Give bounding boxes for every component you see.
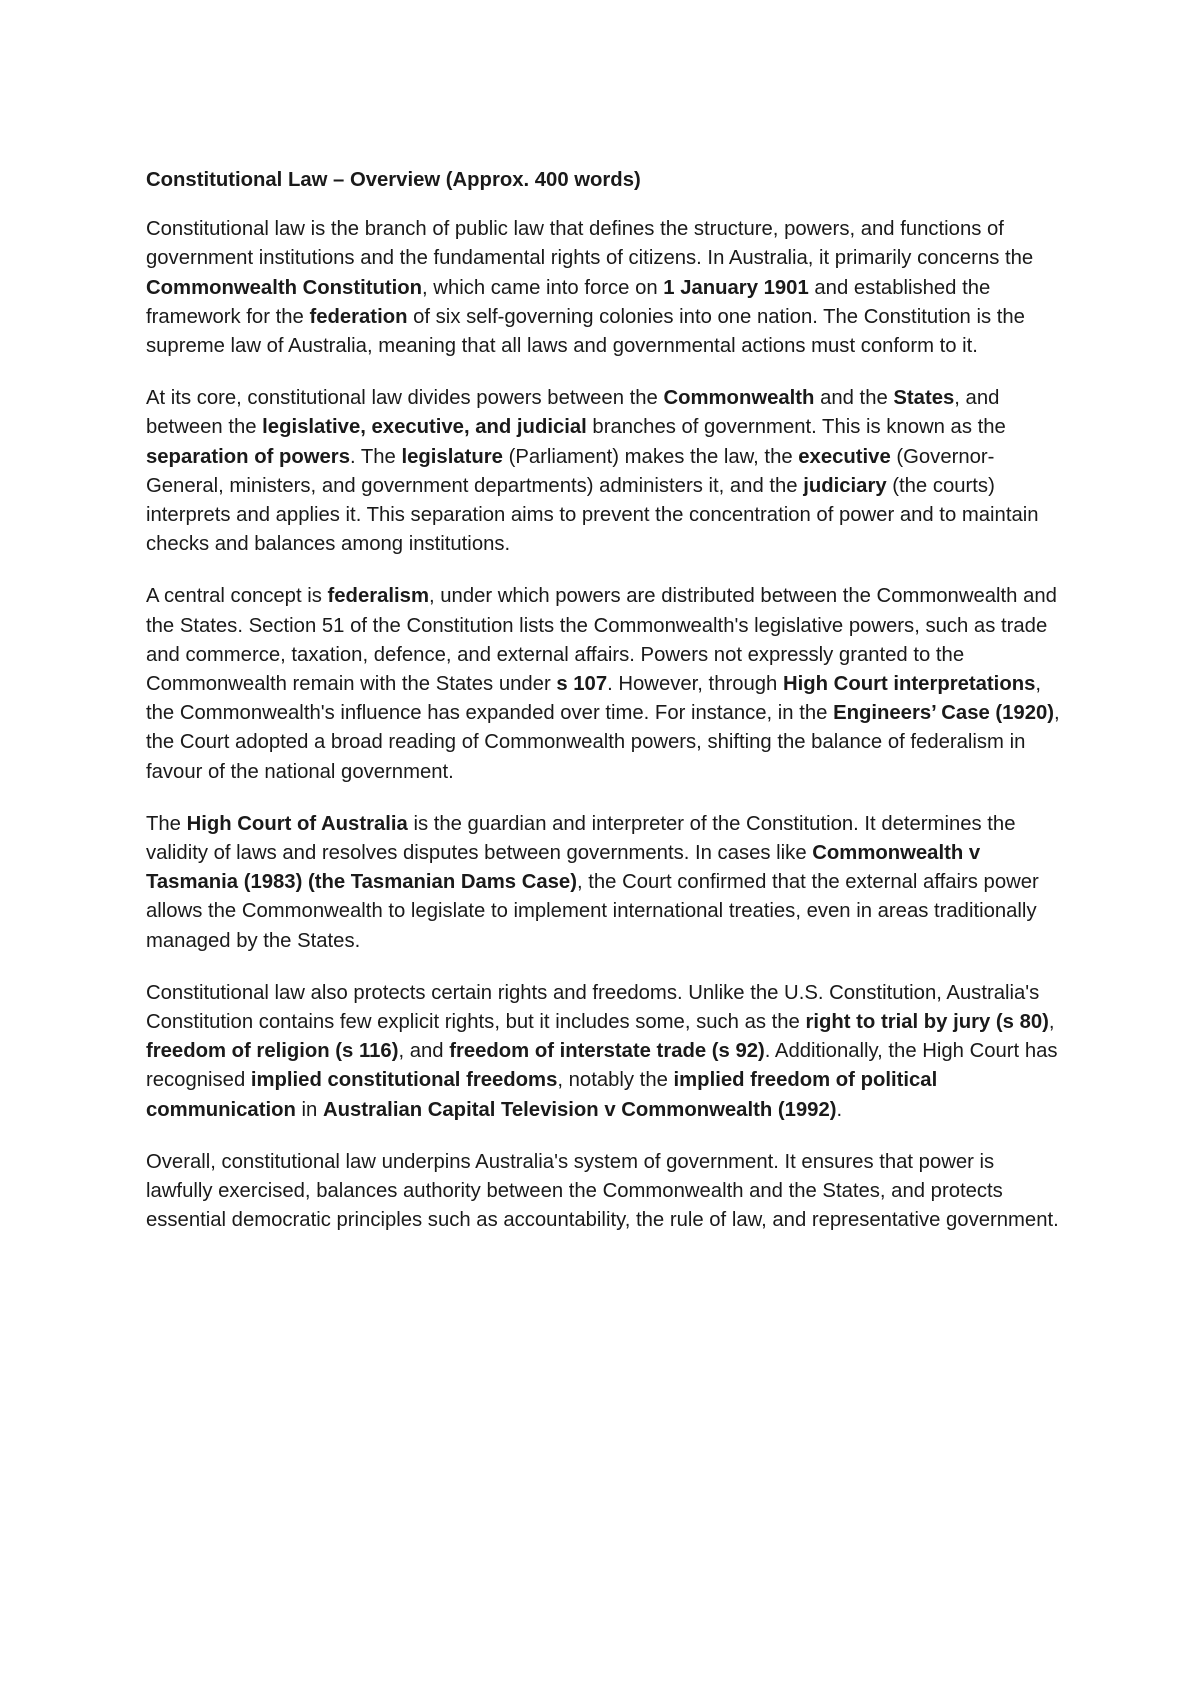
bold-term: freedom of religion (s 116) bbox=[146, 1040, 399, 1063]
paragraph-federalism bbox=[146, 582, 1066, 786]
text-run: . The bbox=[349, 445, 402, 468]
paragraph-high-court bbox=[146, 810, 1066, 956]
bold-term: judiciary bbox=[803, 474, 887, 497]
bold-term: Commonwealth v Tasmania (1983) (the Tasmanian Dams Case) bbox=[146, 842, 981, 894]
text-run: . bbox=[836, 1098, 843, 1121]
bold-term: Engineers’ Case (1920) bbox=[833, 702, 1055, 725]
text-run: (Governor-General, ministers, and government departments) administers it, and the bbox=[146, 445, 995, 497]
bold-term: right to trial by jury (s 80) bbox=[805, 1011, 1049, 1034]
text-run: , and bbox=[398, 1040, 450, 1063]
bold-term: Australian Capital Television v Commonwealth (1992) bbox=[322, 1098, 837, 1121]
text-run: is the guardian and interpreter of the Constitution. It determines the validity of laws and resolves disputes between governments. In cases like bbox=[146, 812, 1016, 865]
text-run: , bbox=[1048, 1011, 1055, 1034]
bold-term: s 107 bbox=[556, 673, 608, 696]
text-run: (the courts) interprets and applies it. This separation aims to prevent the concentration of power and to maintain checks and balances among institutions. bbox=[146, 474, 1039, 556]
document-title: Constitutional Law – Overview (Approx. 400 words) bbox=[146, 169, 641, 191]
bold-term: High Court interpretations bbox=[782, 673, 1036, 696]
paragraph-rights-and-freedoms bbox=[146, 979, 1066, 1125]
text-run: and established the framework for the bbox=[146, 276, 991, 328]
bold-term: Commonwealth Constitution bbox=[146, 276, 423, 299]
text-run: , and between the bbox=[146, 387, 1000, 439]
bold-term: legislative, executive, and judicial bbox=[262, 416, 587, 439]
bold-term: separation of powers bbox=[146, 445, 350, 468]
text-run: Overall, constitutional law underpins Australia's system of government. It ensures that power is lawfully exercised, balances authority between the Commonwealth and the States, and protects essential democratic principles such as accountability, the rule of law, and representative government. bbox=[146, 1150, 1059, 1232]
bold-term: executive bbox=[798, 445, 891, 468]
bold-term: 1 January 1901 bbox=[663, 276, 809, 299]
paragraph-separation-of-powers bbox=[146, 384, 1066, 559]
text-run: At its core, constitutional law divides powers between the bbox=[146, 387, 664, 410]
text-run: Constitutional law is the branch of public law that defines the structure, powers, and functions of government institutions and the fundamental rights of citizens. In Australia, it primarily concerns the bbox=[146, 218, 1034, 270]
bold-term: implied constitutional freedoms bbox=[250, 1069, 558, 1092]
text-run: branches of government. This is known as the bbox=[586, 416, 1006, 439]
text-run: , the Court confirmed that the external affairs power allows the Commonwealth to legislate to implement international treaties, even in areas traditionally managed by the States. bbox=[146, 871, 1039, 952]
bold-term: federalism bbox=[327, 585, 429, 608]
text-run: . Additionally, the High Court has recognised bbox=[146, 1040, 1058, 1092]
text-run: , which came into force on bbox=[422, 276, 664, 299]
paragraph-intro bbox=[146, 215, 1066, 361]
text-run: Constitutional law also protects certain rights and freedoms. Unlike the U.S. Constitution, Australia's Constitution contains few explicit rights, but it includes some, such as the bbox=[146, 981, 1040, 1034]
document-body bbox=[146, 166, 1066, 1259]
text-run: , the Commonwealth's influence has expanded over time. For instance, in the bbox=[146, 673, 1042, 725]
text-run: . However, through bbox=[607, 673, 783, 696]
bold-term: High Court of Australia bbox=[186, 812, 408, 835]
bold-term: States bbox=[893, 387, 955, 410]
text-run: in bbox=[295, 1098, 323, 1121]
text-run: , notably the bbox=[557, 1069, 674, 1092]
text-run: , under which powers are distributed between the Commonwealth and the States. Section 51 of the Constitution lists the Commonwealth's legislative powers, such as trade and commerce, taxation, defence, and external affairs. Powers not expressly granted to the Commonwealth remain with the States under bbox=[146, 585, 1057, 696]
text-run: A central concept is bbox=[146, 585, 328, 608]
text-run: , the Court adopted a broad reading of Commonwealth powers, shifting the balance of federalism in favour of the national government. bbox=[146, 702, 1060, 783]
text-run: (Parliament) makes the law, the bbox=[502, 445, 799, 468]
bold-term: implied freedom of political communication bbox=[146, 1069, 938, 1121]
text-run: of six self-governing colonies into one nation. The Constitution is the supreme law of Australia, meaning that all laws and governmental actions must conform to it. bbox=[146, 305, 1025, 358]
bold-term: Commonwealth bbox=[663, 387, 815, 410]
paragraph-conclusion bbox=[146, 1148, 1066, 1236]
bold-term: federation bbox=[309, 305, 408, 328]
bold-term: freedom of interstate trade (s 92) bbox=[449, 1040, 765, 1063]
text-run: and the bbox=[814, 387, 894, 410]
text-run: The bbox=[146, 812, 187, 835]
bold-term: legislature bbox=[401, 445, 503, 468]
